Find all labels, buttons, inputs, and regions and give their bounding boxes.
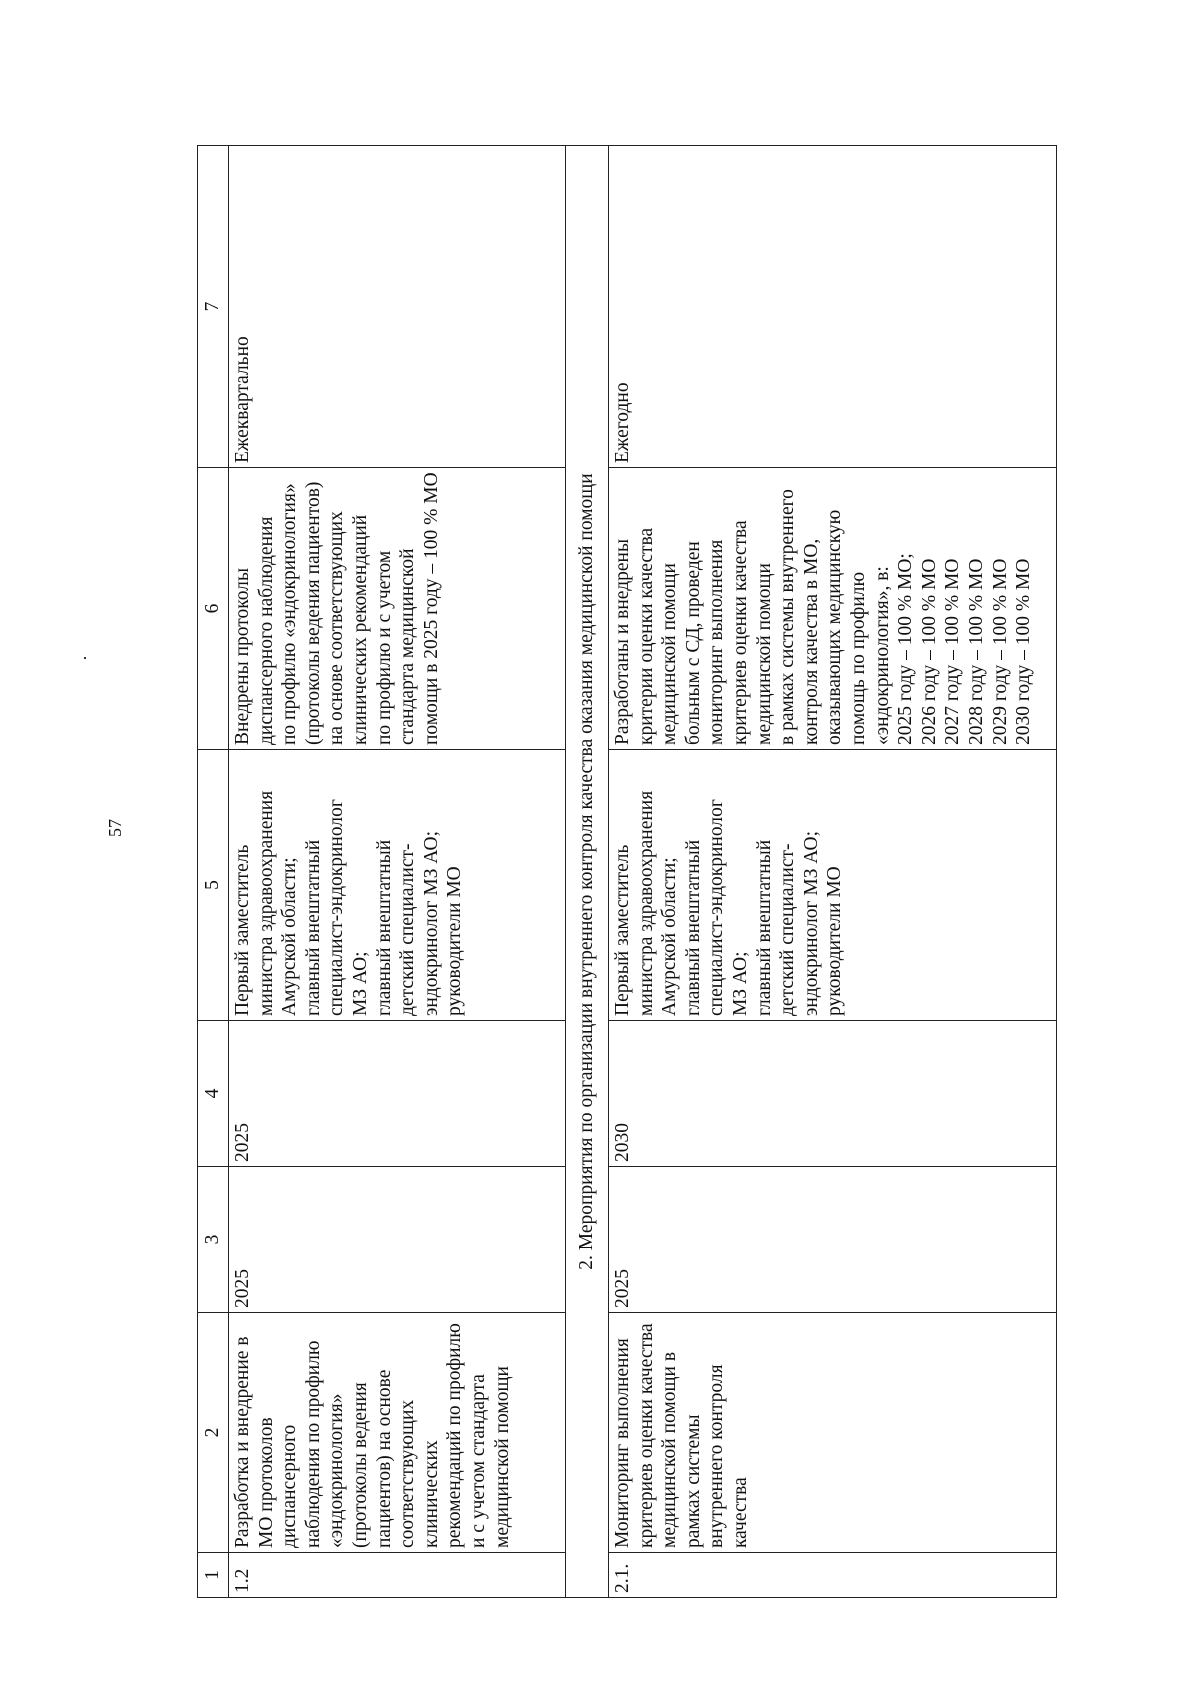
activity-line: рекомендаций по профилю xyxy=(444,1323,466,1548)
result-line: критерии оценки качества xyxy=(635,527,657,745)
result-line: стандарта медицинской xyxy=(397,548,419,745)
result-line: помощи в 2025 году – 100 % МО xyxy=(420,472,442,745)
header-col-7: 7 xyxy=(198,146,229,468)
responsible-line: министра здравоохранения xyxy=(635,790,657,1016)
frequency-cell: Ежегодно xyxy=(609,146,1057,468)
result-line: диспансерного наблюдения xyxy=(255,516,277,745)
table-row xyxy=(609,146,1057,1598)
section-row xyxy=(566,146,609,1598)
header-col-6: 6 xyxy=(198,468,229,750)
start-year-cell: 2025 xyxy=(609,1167,1057,1313)
start-year-cell: 2025 xyxy=(229,1167,566,1313)
responsible-line: Амурской области; xyxy=(279,857,301,1016)
result-line: больным с СД, проведен xyxy=(682,541,704,745)
row-number: 2.1. xyxy=(609,1553,1057,1598)
scan-speck xyxy=(84,657,86,659)
activity-line: качества xyxy=(729,1477,751,1548)
result-line: Внедрены протоколы xyxy=(232,567,253,745)
result-line: по профилю «эндокринология» xyxy=(279,483,301,745)
responsible-line: специалист-эндокринолог xyxy=(326,799,348,1016)
result-line: медицинской помощи xyxy=(753,563,775,745)
result-line: в рамках системы внутреннего xyxy=(777,489,799,745)
responsible-line: эндокринолог МЗ АО; xyxy=(800,830,822,1016)
activity-line: диспансерного xyxy=(279,1424,301,1548)
row-number: 1.2 xyxy=(229,1553,566,1598)
page-number: 57 xyxy=(105,819,125,837)
result-line: медицинской помощи xyxy=(659,563,681,745)
result-line: 2030 году – 100 % МО xyxy=(1013,558,1035,745)
responsible-cell xyxy=(609,750,1057,1021)
responsible-line: МЗ АО; xyxy=(349,951,371,1016)
rotated-table-container xyxy=(197,146,1085,1598)
plan-table xyxy=(197,145,1057,1598)
responsible-line: детский специалист- xyxy=(777,843,799,1016)
responsible-line: руководители МО xyxy=(444,866,466,1016)
activity-line: «эндокринология» xyxy=(326,1393,348,1548)
header-col-1: 1 xyxy=(198,1553,229,1598)
activity-line: медицинской помощи xyxy=(491,1366,513,1548)
result-cell xyxy=(609,468,1057,750)
activity-line: рамках системы xyxy=(682,1414,704,1548)
activity-line: медицинской помощи в xyxy=(659,1351,681,1548)
result-line: помощь по профилю xyxy=(847,571,869,745)
responsible-line: Первый заместитель xyxy=(232,844,253,1016)
result-line: оказывающих медицинскую xyxy=(824,509,846,745)
header-col-2: 2 xyxy=(198,1313,229,1553)
result-line: на основе соответствующих xyxy=(326,511,348,745)
frequency-cell: Ежеквартально xyxy=(229,146,566,468)
result-line: мониторинг выполнения xyxy=(706,539,728,745)
result-line: (протоколы ведения пациентов) xyxy=(302,481,324,745)
activity-line: (протоколы ведения xyxy=(349,1382,371,1548)
activity-cell xyxy=(229,1313,566,1553)
result-line: 2026 году – 100 % МО xyxy=(918,558,940,745)
activity-line: внутреннего контроля xyxy=(706,1364,728,1548)
activity-line: соответствующих xyxy=(397,1399,419,1548)
result-line: критериев оценки качества xyxy=(729,520,751,745)
result-line: 2027 году – 100 % МО xyxy=(942,558,964,745)
responsible-line: главный внештатный xyxy=(753,839,775,1016)
activity-line: клинических xyxy=(420,1440,442,1548)
end-year-cell: 2030 xyxy=(609,1021,1057,1167)
result-line: по профилю и с учетом xyxy=(373,550,395,745)
result-line: 2025 году – 100 % МО; xyxy=(895,553,917,745)
responsible-line: Первый заместитель xyxy=(612,844,633,1016)
section-title: 2. Мероприятия по организации внутреннего контроля качества оказания медицинской помощи xyxy=(566,146,609,1598)
header-col-4: 4 xyxy=(198,1021,229,1167)
activity-line: Разработка и внедрение в xyxy=(232,1336,253,1548)
result-line: 2029 году – 100 % МО xyxy=(989,558,1011,745)
responsible-line: главный внештатный xyxy=(373,839,395,1016)
responsible-line: главный внештатный xyxy=(682,839,704,1016)
result-cell xyxy=(229,468,566,750)
responsible-line: Амурской области; xyxy=(659,857,681,1016)
activity-line: критериев оценки качества xyxy=(635,1323,657,1548)
header-col-3: 3 xyxy=(198,1167,229,1313)
responsible-line: специалист-эндокринолог xyxy=(706,799,728,1016)
table-row xyxy=(229,146,566,1598)
activity-line: МО протоколов xyxy=(255,1417,277,1548)
activity-cell xyxy=(609,1313,1057,1553)
responsible-line: детский специалист- xyxy=(397,843,419,1016)
activity-line: наблюдения по профилю xyxy=(302,1340,324,1548)
responsible-line: руководители МО xyxy=(824,866,846,1016)
result-line: 2028 году – 100 % МО xyxy=(965,558,987,745)
header-row xyxy=(198,146,229,1598)
activity-line: и с учетом стандарта xyxy=(467,1374,489,1548)
responsible-cell xyxy=(229,750,566,1021)
responsible-line: эндокринолог МЗ АО; xyxy=(420,830,442,1016)
activity-line: пациентов) на основе xyxy=(373,1369,395,1548)
responsible-line: МЗ АО; xyxy=(729,951,751,1016)
result-line: клинических рекомендаций xyxy=(349,514,371,745)
end-year-cell: 2025 xyxy=(229,1021,566,1167)
result-line: контроля качества в МО, xyxy=(800,538,822,745)
activity-line: Мониторинг выполнения xyxy=(612,1338,633,1548)
responsible-line: главный внештатный xyxy=(302,839,324,1016)
result-line: «эндокринология», в: xyxy=(871,566,893,745)
header-col-5: 5 xyxy=(198,750,229,1021)
result-line: Разработаны и внедрены xyxy=(612,538,633,745)
responsible-line: министра здравоохранения xyxy=(255,790,277,1016)
